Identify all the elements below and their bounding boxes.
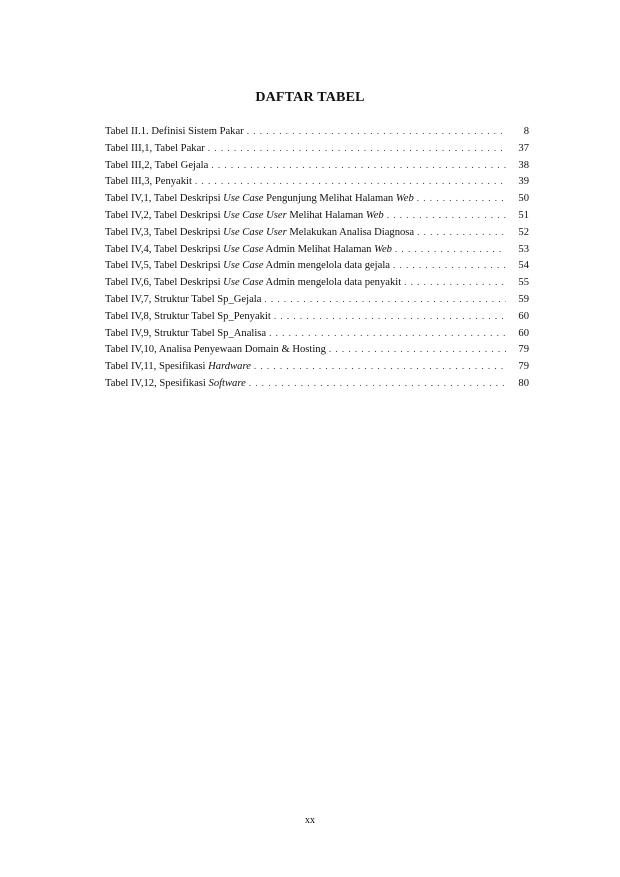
toc-entry bbox=[105, 260, 529, 277]
toc-entry-emphasis: Use Case User bbox=[223, 226, 287, 238]
toc-entry-label bbox=[105, 378, 246, 389]
toc-entry-text: Melakukan Analisa Diagnosa bbox=[286, 226, 415, 238]
toc-entry-label bbox=[105, 210, 384, 221]
toc-entry-text: Tabel IV,4, Tabel Deskripsi bbox=[105, 243, 224, 255]
toc-entry-text: Tabel IV,6, Tabel Deskripsi bbox=[105, 277, 224, 289]
toc-entry-page: 39 bbox=[518, 176, 529, 188]
toc-leader-dots bbox=[269, 328, 506, 338]
toc-entry-label bbox=[105, 143, 205, 154]
toc-entry-text: Tabel IV,5, Tabel Deskripsi bbox=[105, 260, 224, 272]
toc-entry-page: 79 bbox=[518, 344, 529, 356]
toc-entry-page: 52 bbox=[518, 226, 529, 238]
toc-entry-text: Tabel IV,10, Analisa Penyewaan Domain & Hosting bbox=[105, 344, 326, 356]
toc-leader-dots bbox=[393, 260, 506, 270]
page-title: DAFTAR TABEL bbox=[255, 90, 365, 105]
toc-entry bbox=[105, 210, 529, 227]
toc-entry-text: Tabel III,3, Penyakit bbox=[105, 176, 192, 188]
toc-entry-emphasis: Use Case bbox=[223, 260, 264, 272]
toc-entry bbox=[105, 176, 529, 193]
toc-entry-text: Tabel IV,1, Tabel Deskripsi bbox=[105, 193, 224, 205]
toc-entry-text: Admin mengelola data penyakit bbox=[263, 277, 402, 289]
toc-entry-label bbox=[105, 260, 390, 271]
toc-entry-label bbox=[105, 227, 414, 238]
toc-entry-label bbox=[105, 176, 192, 187]
toc-entry-text: Melihat Halaman bbox=[286, 209, 366, 221]
toc-entry-text: Tabel IV,11, Spesifikasi bbox=[105, 361, 209, 373]
toc-leader-dots bbox=[395, 244, 506, 254]
toc-entry-page: 50 bbox=[518, 193, 529, 205]
toc-entry-label bbox=[105, 244, 392, 255]
toc-entry bbox=[105, 193, 529, 210]
toc-entry-page: 51 bbox=[518, 209, 529, 221]
toc-entry-emphasis: Web bbox=[374, 243, 392, 255]
toc-entry-text: Tabel IV,2, Tabel Deskripsi bbox=[105, 209, 224, 221]
toc-entry-page: 60 bbox=[518, 310, 529, 322]
toc-entry-emphasis: Hardware bbox=[208, 361, 251, 373]
toc-entry-text: Tabel IV,3, Tabel Deskripsi bbox=[105, 226, 224, 238]
toc-entry-page: 80 bbox=[518, 377, 529, 389]
toc-entry-emphasis: Use Case bbox=[223, 193, 264, 205]
toc-entry bbox=[105, 311, 529, 328]
toc-entry-page: 60 bbox=[518, 327, 529, 339]
toc-entry-emphasis: Use Case bbox=[223, 243, 264, 255]
toc-entry-label bbox=[105, 126, 244, 137]
toc-entry-label bbox=[105, 328, 266, 339]
toc-entry-text: Tabel IV,9, Struktur Tabel Sp_Analisa bbox=[105, 327, 267, 339]
toc-entry-text: Pengunjung Melihat Halaman bbox=[263, 193, 396, 205]
page-number: xx bbox=[305, 815, 315, 826]
toc-entry bbox=[105, 328, 529, 345]
toc-entry-label bbox=[105, 311, 271, 322]
toc-leader-dots bbox=[404, 277, 506, 287]
toc-leader-dots bbox=[387, 210, 506, 220]
toc-entry bbox=[105, 126, 529, 143]
toc-entry-text: Tabel IV,7, Struktur Tabel Sp_Gejala bbox=[105, 293, 262, 305]
toc-entry-text: Tabel II.1. Definisi Sistem Pakar bbox=[105, 126, 244, 137]
toc-entry-emphasis: Web bbox=[395, 193, 414, 205]
toc-entry bbox=[105, 227, 529, 244]
toc-entry-page: 54 bbox=[518, 260, 529, 272]
toc-entry-label bbox=[105, 277, 401, 288]
toc-leader-dots bbox=[247, 126, 506, 136]
toc-entry-text: Tabel III,2, Tabel Gejala bbox=[105, 159, 209, 171]
toc-entry bbox=[105, 160, 529, 177]
toc-entry-label bbox=[105, 361, 251, 372]
toc-entry-text: Tabel IV,12, Spesifikasi bbox=[105, 377, 209, 389]
toc-entry-page: 38 bbox=[518, 159, 529, 171]
toc-entry-text: Tabel III,1, Tabel Pakar bbox=[105, 142, 205, 154]
toc-entry-page: 55 bbox=[518, 277, 529, 289]
toc-entry bbox=[105, 277, 529, 294]
toc-leader-dots bbox=[274, 311, 506, 321]
toc-entry-text: Admin Melihat Halaman bbox=[263, 243, 375, 255]
toc-leader-dots bbox=[417, 193, 506, 203]
toc-entry-emphasis: Use Case User bbox=[223, 209, 287, 221]
toc-entry-label bbox=[105, 160, 208, 171]
toc-entry bbox=[105, 378, 529, 395]
toc-entry-text: Tabel IV,8, Struktur Tabel Sp_Penyakit bbox=[105, 310, 271, 322]
toc-entry bbox=[105, 361, 529, 378]
toc-entry-page: 53 bbox=[518, 243, 529, 255]
toc-leader-dots bbox=[249, 378, 506, 388]
toc-leader-dots bbox=[208, 143, 506, 153]
toc-entry-page: 59 bbox=[518, 293, 529, 305]
toc-entry bbox=[105, 344, 529, 361]
toc-entry-emphasis: Use Case bbox=[223, 277, 264, 289]
toc-entry-page: 37 bbox=[518, 142, 529, 154]
toc-entry-label bbox=[105, 193, 414, 204]
toc-entry bbox=[105, 244, 529, 261]
table-of-tables bbox=[105, 126, 529, 395]
toc-leader-dots bbox=[417, 227, 506, 237]
toc-entry-text: Admin mengelola data gejala bbox=[263, 260, 390, 272]
toc-entry bbox=[105, 143, 529, 160]
toc-leader-dots bbox=[264, 294, 506, 304]
toc-entry-page: 79 bbox=[518, 361, 529, 373]
toc-entry-label bbox=[105, 294, 261, 305]
toc-entry-label bbox=[105, 344, 326, 355]
toc-leader-dots bbox=[195, 176, 506, 186]
toc-entry-emphasis: Software bbox=[208, 377, 246, 389]
toc-leader-dots bbox=[254, 361, 506, 371]
toc-entry bbox=[105, 294, 529, 311]
toc-leader-dots bbox=[329, 344, 506, 354]
toc-entry-page: 8 bbox=[523, 126, 529, 137]
toc-leader-dots bbox=[211, 160, 506, 170]
toc-entry-emphasis: Web bbox=[365, 209, 384, 221]
